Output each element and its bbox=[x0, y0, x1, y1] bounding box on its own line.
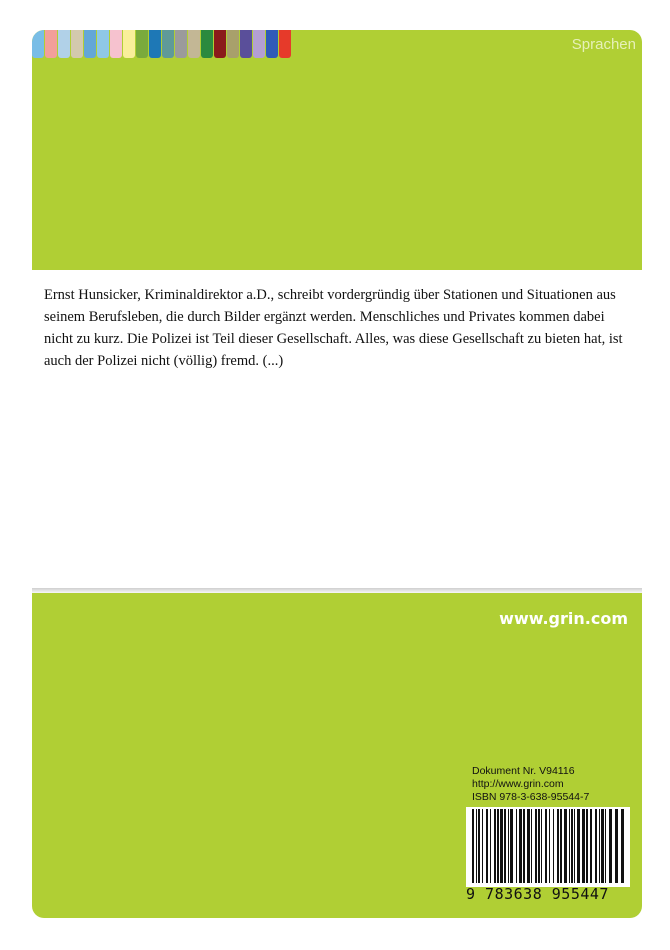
barcode-bar bbox=[595, 809, 597, 883]
barcode-bar bbox=[535, 809, 537, 883]
barcode-bar bbox=[478, 809, 480, 883]
website-link[interactable]: www.grin.com bbox=[499, 609, 628, 628]
barcode-bar bbox=[538, 809, 540, 883]
barcode-bar bbox=[582, 809, 585, 883]
barcode-bar bbox=[605, 809, 606, 883]
barcode-bar bbox=[519, 809, 522, 883]
barcode-bar bbox=[472, 809, 474, 883]
barcode-bar bbox=[531, 809, 532, 883]
barcode-bar bbox=[569, 809, 570, 883]
barcode-bar bbox=[577, 809, 580, 883]
barcode-bar bbox=[486, 809, 488, 883]
color-stripe bbox=[175, 30, 187, 58]
barcode-bar bbox=[497, 809, 499, 883]
color-stripe bbox=[227, 30, 239, 58]
barcode-bar bbox=[574, 809, 575, 883]
category-label: Sprachen bbox=[571, 36, 636, 53]
barcode-bar bbox=[527, 809, 530, 883]
color-stripe bbox=[97, 30, 109, 58]
book-metadata bbox=[472, 765, 589, 804]
barcode-bar bbox=[549, 809, 550, 883]
barcode-bar bbox=[557, 809, 559, 883]
barcode-bar bbox=[516, 809, 517, 883]
barcode-bar bbox=[490, 809, 491, 883]
color-stripe bbox=[201, 30, 213, 58]
document-number: Dokument Nr. V94116 bbox=[472, 765, 575, 777]
barcode-bar bbox=[545, 809, 547, 883]
barcode-bar bbox=[615, 809, 618, 883]
barcode-bar bbox=[609, 809, 612, 883]
publisher-url: http://www.grin.com bbox=[472, 778, 564, 790]
color-stripe bbox=[45, 30, 57, 58]
color-stripe bbox=[266, 30, 278, 58]
book-description: Ernst Hunsicker, Kriminaldirektor a.D., schreibt vordergründig über Stationen und Situationen aus seinem Berufsleben, die durch Bilder ergänzt werden. Menschliches und Privates kommen dabei nicht zu kurz. Die Polizei ist Teil dieser Gesellschaft. Alles, was diese Gesellschaft zu bieten hat, ist auch der Polizei nicht (völlig) fremd. (...) bbox=[44, 287, 623, 369]
barcode-bar bbox=[586, 809, 588, 883]
barcode-bar bbox=[504, 809, 506, 883]
color-stripe bbox=[123, 30, 135, 58]
barcode bbox=[466, 807, 630, 907]
color-stripe bbox=[58, 30, 70, 58]
barcode-bar bbox=[500, 809, 503, 883]
color-stripes bbox=[32, 30, 292, 58]
cover-top-panel bbox=[32, 30, 642, 270]
isbn-number: ISBN 978-3-638-95544-7 bbox=[472, 791, 590, 803]
color-stripe bbox=[136, 30, 148, 58]
color-stripe bbox=[149, 30, 161, 58]
barcode-bar bbox=[494, 809, 496, 883]
barcode-bar bbox=[621, 809, 624, 883]
color-stripe bbox=[32, 30, 44, 58]
barcode-bar bbox=[590, 809, 592, 883]
barcode-bar bbox=[510, 809, 513, 883]
color-stripe bbox=[71, 30, 83, 58]
color-stripe bbox=[279, 30, 291, 58]
barcode-bar bbox=[601, 809, 604, 883]
color-stripe bbox=[240, 30, 252, 58]
color-stripe bbox=[162, 30, 174, 58]
color-stripe bbox=[110, 30, 122, 58]
barcode-bar bbox=[560, 809, 562, 883]
barcode-bar bbox=[599, 809, 600, 883]
color-stripe bbox=[188, 30, 200, 58]
barcode-bar bbox=[476, 809, 477, 883]
barcode-bar bbox=[564, 809, 567, 883]
barcode-bar bbox=[523, 809, 525, 883]
barcode-bars bbox=[466, 807, 630, 887]
color-stripe bbox=[214, 30, 226, 58]
color-stripe bbox=[253, 30, 265, 58]
barcode-bar bbox=[553, 809, 554, 883]
barcode-digits: 9 783638 955447 bbox=[466, 885, 609, 903]
barcode-bar bbox=[541, 809, 542, 883]
barcode-bar bbox=[571, 809, 573, 883]
barcode-bar bbox=[508, 809, 509, 883]
color-stripe bbox=[84, 30, 96, 58]
barcode-bar bbox=[482, 809, 483, 883]
cover-bottom-panel bbox=[32, 593, 642, 918]
